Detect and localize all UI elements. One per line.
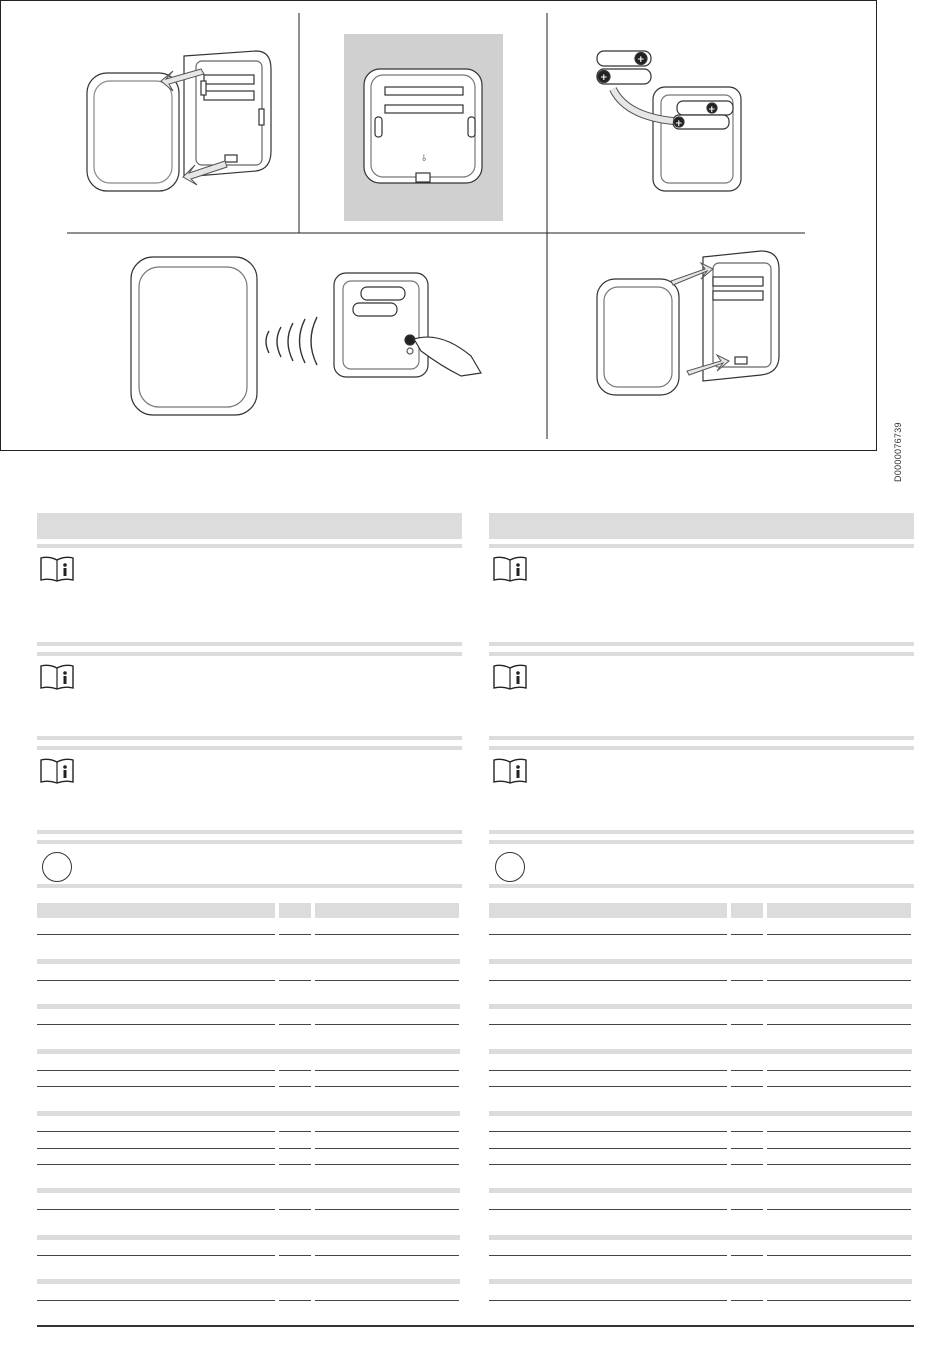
table-row-line (315, 1164, 459, 1165)
divider (489, 830, 914, 834)
section-header-bar (37, 513, 462, 539)
book-info-icon (39, 556, 75, 582)
table-row-line (315, 1300, 459, 1301)
divider (37, 736, 462, 740)
table-row-line (37, 934, 275, 935)
table-row-line (315, 1024, 459, 1025)
table-group-separator (37, 959, 460, 964)
table-row-line (489, 1209, 727, 1210)
table-row-line (279, 1148, 311, 1149)
table-row-line (767, 1300, 911, 1301)
table-row-line (767, 1086, 911, 1087)
table-header-cell (489, 903, 727, 918)
table-row-line (767, 1070, 911, 1071)
figure-id: D0000076739 (893, 422, 903, 482)
table-row-line (731, 980, 763, 981)
table-header-cell (315, 903, 459, 918)
table-row-line (767, 1255, 911, 1256)
footer-rule (37, 1325, 914, 1327)
svg-text:+: + (600, 73, 608, 83)
table-row-line (279, 1070, 311, 1071)
table-row-line (489, 1148, 727, 1149)
table-row-line (489, 1164, 727, 1165)
table-row-line (731, 934, 763, 935)
table-row-line (279, 1024, 311, 1025)
table-row-line (315, 980, 459, 981)
table-group-separator (489, 1111, 912, 1116)
table-row-line (37, 1070, 275, 1071)
table-row-line (279, 980, 311, 981)
divider (37, 652, 462, 656)
book-info-icon (492, 758, 528, 784)
table-group-separator (489, 1188, 912, 1193)
table-row-line (279, 1300, 311, 1301)
table-row-line (731, 1086, 763, 1087)
installation-illustration (1, 1, 878, 452)
divider (37, 840, 462, 844)
table-group-separator (37, 1188, 460, 1193)
table-row-line (767, 1148, 911, 1149)
table-group-separator (37, 1279, 460, 1284)
table-group-separator (489, 1049, 912, 1054)
table-row-line (489, 980, 727, 981)
table-header-cell (37, 903, 275, 918)
table-row-line (315, 1148, 459, 1149)
table-row-line (767, 1164, 911, 1165)
table-row-line (279, 1131, 311, 1132)
divider (37, 884, 462, 888)
table-row-line (37, 1209, 275, 1210)
table-row-line (37, 980, 275, 981)
table-group-separator (37, 1004, 460, 1009)
table-row-line (731, 1300, 763, 1301)
divider (489, 736, 914, 740)
table-row-line (279, 1086, 311, 1087)
table-row-line (279, 1164, 311, 1165)
table-group-separator (37, 1049, 460, 1054)
table-row-line (489, 1070, 727, 1071)
svg-text:+: + (675, 119, 683, 129)
table-row-line (489, 1024, 727, 1025)
table-row-line (731, 1148, 763, 1149)
svg-text:+: + (637, 55, 645, 65)
table-header-cell (279, 903, 311, 918)
svg-text:⫰: ⫰ (422, 154, 426, 164)
table-group-separator (489, 1004, 912, 1009)
divider (37, 746, 462, 750)
table-group-separator (489, 1279, 912, 1284)
table-row-line (731, 1164, 763, 1165)
table-row-line (279, 934, 311, 935)
divider (489, 544, 914, 548)
table-row-line (279, 1209, 311, 1210)
divider (37, 642, 462, 646)
table-row-line (37, 1024, 275, 1025)
table-row-line (767, 1131, 911, 1132)
country-code-circle (495, 852, 525, 882)
book-info-icon (39, 664, 75, 690)
divider (37, 544, 462, 548)
table-row-line (767, 980, 911, 981)
table-row-line (279, 1255, 311, 1256)
panel-remove-cover (87, 51, 271, 191)
divider (489, 652, 914, 656)
panel-pairing (131, 257, 481, 415)
table-row-line (315, 934, 459, 935)
book-info-icon (492, 556, 528, 582)
book-info-icon (492, 664, 528, 690)
table-row-line (37, 1300, 275, 1301)
divider (489, 840, 914, 844)
svg-text:+: + (708, 105, 716, 115)
table-group-separator (37, 1111, 460, 1116)
table-row-line (489, 1086, 727, 1087)
table-row-line (37, 1086, 275, 1087)
table-row-line (731, 1209, 763, 1210)
table-row-line (37, 1131, 275, 1132)
table-row-line (489, 934, 727, 935)
divider (37, 830, 462, 834)
table-header-cell (731, 903, 763, 918)
table-group-separator (489, 959, 912, 964)
section-header-bar (489, 513, 914, 539)
table-row-line (731, 1070, 763, 1071)
table-row-line (731, 1255, 763, 1256)
figure-frame (0, 0, 877, 451)
country-code-circle (42, 852, 72, 882)
table-row-line (315, 1255, 459, 1256)
table-row-line (489, 1131, 727, 1132)
table-row-line (37, 1148, 275, 1149)
table-row-line (315, 1070, 459, 1071)
table-row-line (767, 1024, 911, 1025)
table-row-line (315, 1131, 459, 1132)
table-row-line (731, 1024, 763, 1025)
table-row-line (37, 1164, 275, 1165)
divider (489, 884, 914, 888)
table-group-separator (37, 1235, 460, 1240)
radio-waves-icon (266, 317, 317, 365)
table-row-line (315, 1209, 459, 1210)
table-group-separator (489, 1235, 912, 1240)
table-row-line (489, 1300, 727, 1301)
table-header-cell (767, 903, 911, 918)
divider (489, 642, 914, 646)
table-row-line (767, 934, 911, 935)
table-row-line (489, 1255, 727, 1256)
book-info-icon (39, 758, 75, 784)
table-row-line (315, 1086, 459, 1087)
divider (489, 746, 914, 750)
table-row-line (37, 1255, 275, 1256)
table-row-line (767, 1209, 911, 1210)
table-row-line (731, 1131, 763, 1132)
